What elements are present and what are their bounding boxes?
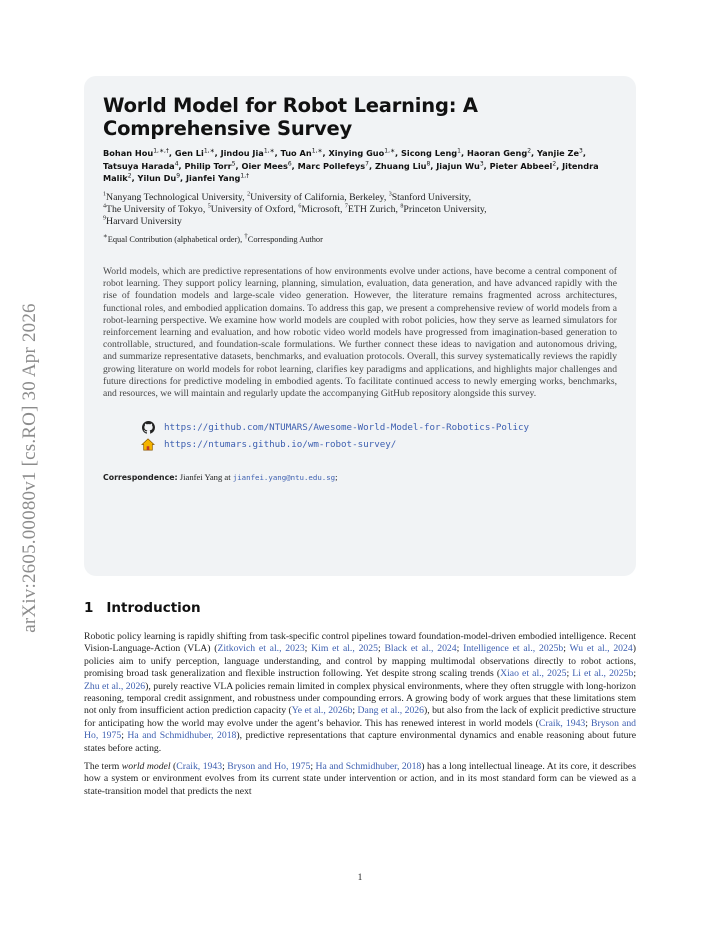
body-text: ; <box>585 717 591 729</box>
correspondence-label: Correspondence: <box>103 473 178 483</box>
author-name: Tuo An <box>280 148 312 158</box>
citation-link[interactable]: Craik, 1943 <box>176 761 223 773</box>
homepage-link[interactable]: https://ntumars.github.io/wm-robot-survey/ <box>164 439 397 451</box>
affil-text: University of California, Berkeley, <box>250 191 389 203</box>
author-affil-mark: 1,∗ <box>203 147 215 155</box>
footnote-text: Corresponding Author <box>247 234 323 244</box>
resource-links <box>141 419 617 453</box>
author-affil-mark: 5 <box>231 159 236 167</box>
citation-link[interactable]: Ha and Schmidhuber, 2018 <box>315 761 422 773</box>
body-text: ; <box>633 668 637 680</box>
homepage-link-row <box>141 436 617 453</box>
citation-link[interactable]: Ha and Schmidhuber, 2018 <box>127 730 237 742</box>
affil-mark: 2 <box>247 191 251 198</box>
correspondence <box>103 472 617 482</box>
affil-mark: 3 <box>388 191 392 198</box>
correspondence-email[interactable]: jianfei.yang@ntu.edu.sg <box>232 473 336 483</box>
affil-text: Stanford University, <box>391 191 472 203</box>
body-text: ; <box>563 643 570 655</box>
author-affil-mark: 7 <box>365 159 369 167</box>
author-affil-mark: 8 <box>426 159 431 167</box>
citation-link[interactable]: Wu et al., 2024 <box>569 643 633 655</box>
author-name: Haoran Geng <box>466 148 528 158</box>
citation-link[interactable]: Xiao et al., 2025 <box>500 668 567 680</box>
citation-link[interactable]: Black et al., 2024 <box>384 643 457 655</box>
body-text: ), purely reactive VLA policies remain limited in complex physical environments, where they often struggle with long-horizon reasoning, temporal credit assignment, and robustness under compounding errors. A growing body of work argues that these limitations stem not only from insufficient action prediction capacity ( <box>84 680 636 717</box>
author-affil-mark: 2 <box>527 147 532 155</box>
emphasis-term: world model <box>121 761 171 773</box>
github-link[interactable]: https://github.com/NTUMARS/Awesome-World-Model-for-Robotics-Policy <box>164 422 530 434</box>
author-affil-mark: 3 <box>479 159 484 167</box>
body-text: ; <box>566 668 573 680</box>
body-text: ; <box>456 643 464 655</box>
citation-link[interactable]: Zitkovich et al., 2023 <box>217 643 305 655</box>
body-text: ; <box>222 761 228 773</box>
author-affil-mark: 3 <box>579 147 583 155</box>
author-name: Sicong Leng <box>400 148 458 158</box>
author-affil-mark: 1,∗ <box>384 147 396 155</box>
correspondence-end: ; <box>335 472 338 483</box>
author-name: Bohan Hou <box>103 148 154 158</box>
section-title: Introduction <box>106 600 201 616</box>
body-text: ; <box>377 643 385 655</box>
affil-text: Microsoft, <box>301 203 345 215</box>
citation-link[interactable]: Ye et al., 2026b <box>291 705 353 717</box>
footnote-text: Equal Contribution (alphabetical order), <box>107 234 245 244</box>
citation-link[interactable]: Bryson and Ho, 1975 <box>227 761 311 773</box>
author-affil-mark: 2 <box>552 159 557 167</box>
arxiv-id-text: arXiv:2605.00080v1 [cs.RO] 30 Apr 2026 <box>19 303 41 633</box>
author-name: Yanjie Ze <box>536 148 580 158</box>
body-text: ( <box>170 761 177 773</box>
affil-mark: 1 <box>103 191 106 198</box>
correspondence-text: Jianfei Yang at <box>177 472 233 483</box>
introduction-body <box>84 631 636 804</box>
author-affil-mark: 4 <box>174 159 179 167</box>
body-text: ; <box>352 705 358 717</box>
author-affil-mark: 1 <box>457 147 461 155</box>
body-text: The term <box>84 761 122 773</box>
body-text: ), but also from the lack of explicit predictive structure for anticipating how the world may evolve under the agent’s behavior. This has renewed interest in world models ( <box>84 705 636 729</box>
author-name: Pieter Abbeel <box>489 160 553 171</box>
author-name: Zhuang Liu <box>374 160 427 171</box>
body-text: ; <box>121 730 128 742</box>
author-name: Marc Pollefeys <box>297 160 366 171</box>
affil-text: Harvard University <box>106 215 182 227</box>
citation-link[interactable]: Dang et al., 2026 <box>357 705 424 717</box>
affiliations <box>103 192 617 229</box>
footnote-mark: † <box>244 232 248 241</box>
citation-link[interactable]: Kim et al., 2025 <box>311 643 378 655</box>
abstract-card <box>84 76 636 576</box>
author-affil-mark: 1,† <box>240 172 250 180</box>
body-text: ), predictive representations that capture environmental dynamics and enable reasoning about future states before acting. <box>84 730 637 754</box>
paragraph <box>84 631 636 755</box>
body-text: ; <box>310 761 316 773</box>
citation-link[interactable]: Zhu et al., 2026 <box>84 680 146 692</box>
citation-link[interactable]: Intelligence et al., 2025b <box>463 643 564 655</box>
body-text: Robotic policy learning is rapidly shifting from task-specific control pipelines toward foundation-model-driven embodied intelligence. Recent Vision-Language-Action (VLA) ( <box>84 631 636 655</box>
affil-text: The University of Tokyo, <box>106 203 208 215</box>
author-affil-mark: 2 <box>127 172 132 180</box>
author-affil-mark: 1,∗,† <box>153 147 169 155</box>
page-number: 1 <box>357 873 363 883</box>
affil-mark: 4 <box>103 203 106 210</box>
author-list: Bohan Hou$^{1,∗,\dagger}$, Gen $Li^{1,∗}$, Jindou Jia$^{1,∗}$, Tuo $An^{1,∗}$, Xinying Guo$^{1,∗}$, Sicong Leng$^1$, Haoran Geng$^2$, Yanjie Ze$^3$, Tatsuya Harada$^4$, Philip Torr$^5$, Oier Mees$^6$, Marc Pollefeys$^7$, Zhuang Liu$^8$, Jiajun Wu$^3$, Pieter Abbeel$^2$, Jitendra Malik$^2$, Yilun Du$^9$, Jianfei Yang$^{1,\dagger}$ <box>103 147 599 183</box>
body-text: ) policies aim to unify perception, language understanding, and control by mapping multimodal observations directly to robot actions, promising broad task generalization and flexible instruction following. Yet despite strong scaling trends ( <box>84 643 636 680</box>
author-name: Jianfei Yang <box>186 173 241 183</box>
affil-text: ETH Zurich, <box>347 203 401 215</box>
section-heading <box>84 600 201 616</box>
author-affil-mark: 6 <box>287 159 292 167</box>
author-name: Jiajun Wu <box>436 160 480 171</box>
arxiv-identifier <box>18 258 42 678</box>
affil-mark: 9 <box>103 215 106 222</box>
author-name: Jitendra Malik <box>103 160 599 183</box>
author-name: Philip Torr <box>184 160 232 171</box>
author-name: Yilun Du <box>137 173 177 183</box>
author-name: Gen Li <box>174 148 204 158</box>
affil-mark: 5 <box>207 203 211 210</box>
abstract-text: World models, which are predictive representations of how environments evolve under actions, have become a central component of robot learning. They support policy learning, planning, simulation, evaluation, data generation, and have advanced rapidly with the rise of foundation models and large-scale video generation. However, the literature remains fragmented across architectures, functional roles, and embodied application domains. To address this gap, we present a comprehensive review of world models from a robot-learning perspective. We examine how world models are coupled with robot policies, how they serve as learned simulators for reinforcement learning and evaluation, and how robotic video world models have progressed from imagination-based generation to controllable, structured, and foundation-scale formulations. We further connect these ideas to navigation and autonomous driving, and summarize representative datasets, benchmarks, and evaluation protocols. Overall, this survey systematically reviews the rapidly growing literature on world models for robot learning, clarifies key paradigms and applications, and highlights major challenges and future directions for predictive modeling in embodied agents. To facilitate continued access to newly emerging works, benchmarks, and resources, we will maintain and regularly update the accompanying GitHub repository alongside this survey. <box>103 265 617 399</box>
affil-text: Nanyang Technological University, <box>106 191 248 203</box>
author-affil-mark: 1,∗ <box>263 147 275 155</box>
affil-text: University of Oxford, <box>210 203 299 215</box>
author-affil-mark: 1,∗ <box>311 147 323 155</box>
paper-title: World Model for Robot Learning: A Comprehensive Survey <box>103 94 478 140</box>
body-text: ; <box>304 643 312 655</box>
section-number: 1 <box>84 600 94 616</box>
paragraph <box>84 761 636 798</box>
github-link-row <box>141 419 617 436</box>
author-affil-mark: 9 <box>176 172 181 180</box>
author-name: Tatsuya Harada <box>103 160 175 171</box>
home-icon <box>141 438 155 452</box>
affil-text: Princeton University, <box>403 203 487 215</box>
body-text: ) has a long intellectual lineage. At its core, it describes how a system or environment evolves from its current state under intervention or action, and in its most standard form can be viewed as a state-transition model that predicts the next <box>84 761 636 797</box>
footnote-mark: ∗ <box>103 232 108 241</box>
affil-mark: 7 <box>344 203 348 210</box>
citation-link[interactable]: Craik, 1943 <box>538 717 586 729</box>
affil-mark: 6 <box>298 203 302 210</box>
citation-link[interactable]: Bryson and Ho, 1975 <box>84 717 637 742</box>
author-name: Oier Mees <box>241 160 288 171</box>
author-name: Jindou Jia <box>220 148 264 158</box>
affil-mark: 8 <box>400 203 404 210</box>
contribution-footnote <box>103 230 617 246</box>
citation-link[interactable]: Li et al., 2025b <box>572 668 634 680</box>
author-name: Xinying Guo <box>328 148 385 158</box>
github-icon <box>141 421 155 435</box>
